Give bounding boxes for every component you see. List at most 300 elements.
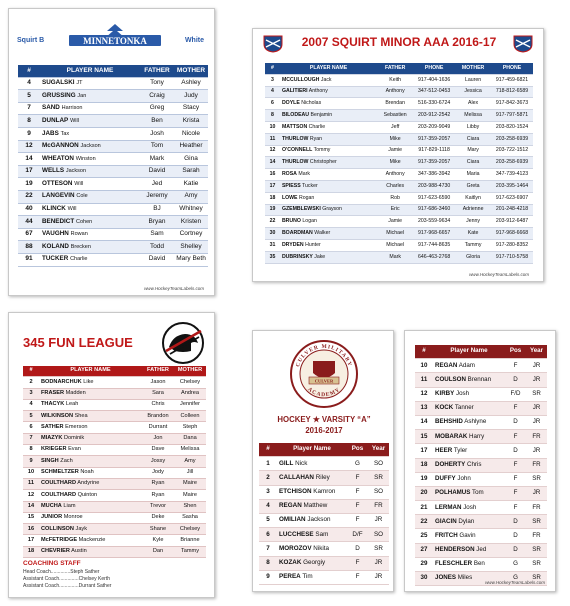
- father-name: David: [140, 253, 174, 266]
- player-name-cell: [40, 253, 140, 266]
- player-name-cell: [280, 180, 377, 192]
- player-last-name: COLLINSON: [41, 525, 74, 532]
- father-name: Rob: [377, 192, 413, 204]
- player-first-name: Tom: [472, 489, 484, 497]
- player-first-name: Brennan: [467, 375, 492, 383]
- player-last-name: BEHSHID: [435, 418, 463, 426]
- mother-phone: 917-842-3673: [491, 98, 533, 110]
- mother-name: Judy: [174, 90, 208, 103]
- father-name: Jason: [142, 377, 174, 388]
- player-year: SR: [368, 471, 389, 485]
- father-name: Chris: [142, 399, 174, 410]
- player-first-name: Sam: [315, 530, 329, 538]
- father-name: Josh: [140, 127, 174, 140]
- player-first-name: Josh: [456, 390, 470, 398]
- mother-name: Mary Beth: [174, 253, 208, 266]
- father-name: Bryan: [140, 216, 174, 229]
- player-name-cell: [277, 556, 347, 570]
- player-name-cell: [280, 216, 377, 228]
- table-row: [18, 77, 208, 90]
- player-last-name: CHEVRIER: [41, 548, 70, 555]
- player-last-name: JONES: [435, 574, 456, 582]
- mother-phone: 203-395-1464: [491, 180, 533, 192]
- jersey-number: 7: [18, 102, 40, 115]
- jersey-number: 5: [18, 90, 40, 103]
- player-name-cell: [280, 251, 377, 263]
- player-first-name: Emerson: [65, 423, 88, 430]
- mother-name: Ciara: [455, 157, 491, 169]
- father-phone: 646-463-2768: [413, 251, 455, 263]
- culver-academy-seal: [289, 339, 359, 409]
- player-first-name: Adam: [458, 361, 475, 369]
- player-first-name: Tanner: [454, 404, 474, 412]
- player-name-cell: [433, 472, 505, 486]
- player-first-name: Tim: [302, 573, 313, 581]
- mother-name: Shelley: [174, 241, 208, 254]
- father-name: Brendan: [377, 98, 413, 110]
- player-name-cell: [39, 445, 142, 456]
- player-first-name: Like: [83, 378, 94, 385]
- player-first-name: Jake: [314, 253, 326, 260]
- mother-name: Amy: [174, 456, 206, 467]
- jersey-number: 9: [18, 127, 40, 140]
- player-name-cell: [280, 192, 377, 204]
- player-year: SR: [526, 557, 547, 571]
- player-year: JR: [368, 556, 389, 570]
- player-name-cell: [433, 501, 505, 515]
- jersey-number: 11: [415, 373, 433, 387]
- player-year: JR: [526, 359, 547, 373]
- footer-url: www.HockeyTeamLabels.com: [485, 580, 545, 585]
- jersey-number: 12: [415, 387, 433, 401]
- player-name-cell: [433, 458, 505, 472]
- rangers-shield-icon: [513, 35, 533, 53]
- column-header: PLAYER NAME: [40, 65, 140, 77]
- mother-name: Melissa: [174, 445, 206, 456]
- table-row: [18, 203, 208, 216]
- table-row: [415, 415, 547, 429]
- player-first-name: Austin: [71, 548, 87, 555]
- player-first-name: John: [457, 475, 471, 483]
- table-header: [265, 63, 533, 74]
- player-name-cell: [40, 190, 140, 203]
- jersey-number: 22: [265, 216, 280, 228]
- table-row: [259, 570, 389, 584]
- jersey-number: 15: [23, 512, 39, 523]
- father-name: Kyle: [142, 535, 174, 546]
- mother-phone: 203-912-6487: [491, 216, 533, 228]
- father-name: Jody: [142, 467, 174, 478]
- jersey-number: 7: [259, 542, 277, 556]
- column-header: Year: [526, 345, 547, 359]
- player-first-name: Tyler: [453, 446, 468, 454]
- player-last-name: KOLAND: [42, 242, 69, 250]
- column-header: FATHER: [142, 366, 174, 377]
- player-first-name: Charlie: [70, 256, 88, 263]
- player-last-name: COULTHARD: [41, 480, 77, 487]
- player-position: F: [505, 486, 526, 500]
- coach-role: Assistant Coach: [23, 576, 60, 582]
- column-header: MOTHER: [455, 63, 491, 74]
- player-position: G: [505, 572, 526, 586]
- table-row: [265, 251, 533, 263]
- roster-card-culver-continued: [404, 330, 556, 592]
- player-first-name: Walker: [314, 229, 331, 236]
- player-last-name: GILL: [279, 459, 294, 467]
- player-year: JR: [526, 373, 547, 387]
- player-name-cell: [40, 140, 140, 153]
- mother-phone: 203-722-1512: [491, 145, 533, 157]
- player-last-name: MCCULLOUGH: [281, 76, 320, 83]
- player-last-name: OMILIAN: [279, 516, 306, 524]
- player-name-cell: [433, 444, 505, 458]
- table-row: [18, 153, 208, 166]
- table-row: [18, 115, 208, 128]
- father-name: Jed: [140, 178, 174, 191]
- player-year: JR: [526, 444, 547, 458]
- player-year: SO: [368, 528, 389, 542]
- column-header: PLAYER NAME: [280, 63, 377, 74]
- jersey-number: 8: [265, 110, 280, 122]
- jersey-number: 35: [265, 251, 280, 263]
- player-last-name: MOBARAK: [435, 432, 468, 440]
- mother-name: Melissa: [455, 110, 491, 122]
- player-last-name: THURLOW: [281, 159, 309, 166]
- jersey-number: 18: [415, 458, 433, 472]
- table-row: [18, 241, 208, 254]
- coaching-staff-title: COACHING STAFF: [23, 560, 81, 567]
- player-last-name: KOZAK: [279, 558, 302, 566]
- player-last-name: O'CONNELL: [281, 147, 313, 154]
- seal-banner: CULVER: [314, 378, 334, 384]
- player-year: JR: [526, 401, 547, 415]
- column-header: #: [23, 366, 39, 377]
- mother-name: Dana: [174, 433, 206, 444]
- father-phone: 203-988-4730: [413, 180, 455, 192]
- father-name: Sara: [142, 388, 174, 399]
- player-position: F: [347, 485, 368, 499]
- table-row: [23, 535, 206, 546]
- father-phone: 917-829-1118: [413, 145, 455, 157]
- player-last-name: KOCK: [435, 404, 454, 412]
- jersey-number: 8: [18, 115, 40, 128]
- player-first-name: Jackson: [65, 168, 87, 175]
- mother-name: Gina: [174, 153, 208, 166]
- jersey-number: 17: [415, 444, 433, 458]
- player-name-cell: [40, 216, 140, 229]
- father-phone: 516-330-6724: [413, 98, 455, 110]
- coach-name: Chelsey Kerth: [78, 576, 110, 582]
- player-last-name: McGANNON: [42, 142, 79, 150]
- mother-name: Libby: [455, 121, 491, 133]
- player-name-cell: [39, 512, 142, 523]
- jersey-number: 16: [265, 169, 280, 181]
- table-row: [259, 542, 389, 556]
- player-first-name: Josh: [463, 503, 477, 511]
- father-phone: 917-968-6657: [413, 228, 455, 240]
- father-name: Anthony: [377, 169, 413, 181]
- player-last-name: BILODEAU: [281, 111, 310, 118]
- mother-name: Krista: [174, 115, 208, 128]
- table-row: [415, 529, 547, 543]
- player-position: D: [505, 444, 526, 458]
- father-name: Brandon: [142, 411, 174, 422]
- player-first-name: Christopher: [309, 159, 337, 166]
- mother-phone: 917-280-8352: [491, 239, 533, 251]
- table-row: [18, 253, 208, 266]
- player-name-cell: [39, 467, 142, 478]
- jersey-number: 12: [23, 490, 39, 501]
- player-first-name: Ashlyne: [464, 418, 487, 426]
- player-last-name: GZEMBLEWSKI: [281, 206, 321, 213]
- player-position: F: [347, 570, 368, 584]
- player-first-name: Nick: [295, 459, 308, 467]
- seal-text-bottom: ACADEMY: [306, 386, 342, 399]
- player-last-name: FLESCHLER: [435, 560, 473, 568]
- player-name-cell: [433, 359, 505, 373]
- table-row: [259, 528, 389, 542]
- player-first-name: Logan: [302, 218, 317, 225]
- jersey-number: 16: [23, 524, 39, 535]
- mother-name: Maire: [174, 490, 206, 501]
- mother-name: Sarah: [174, 165, 208, 178]
- father-name: Craig: [140, 90, 174, 103]
- jersey-number: 19: [18, 178, 40, 191]
- player-first-name: Leah: [65, 401, 79, 408]
- player-last-name: JABS: [42, 129, 59, 137]
- column-header: MOTHER: [174, 65, 208, 77]
- player-name-cell: [277, 499, 347, 513]
- table-row: [415, 359, 547, 373]
- column-header: Player Name: [433, 345, 505, 359]
- player-last-name: BOARDMAN: [281, 229, 313, 236]
- player-first-name: Will: [74, 180, 84, 187]
- father-phone: 917-744-8635: [413, 239, 455, 251]
- mother-name: Nicole: [174, 127, 208, 140]
- player-name-cell: [40, 165, 140, 178]
- jersey-number: 9: [23, 456, 39, 467]
- table-row: [415, 543, 547, 557]
- player-year: JR: [526, 415, 547, 429]
- season-label: 2016-2017: [305, 426, 343, 435]
- player-last-name: SATHER: [41, 423, 64, 430]
- logo-text: MINNETONKA: [83, 36, 147, 46]
- mother-name: Whitney: [174, 203, 208, 216]
- jersey-number: 19: [265, 204, 280, 216]
- player-name-cell: [39, 422, 142, 433]
- player-name-cell: [433, 486, 505, 500]
- player-name-cell: [280, 121, 377, 133]
- jersey-number: 44: [18, 216, 40, 229]
- player-name-cell: [40, 127, 140, 140]
- father-name: Eric: [377, 204, 413, 216]
- player-position: F: [347, 499, 368, 513]
- player-last-name: KLINCK: [42, 205, 66, 213]
- father-name: Shane: [142, 524, 174, 535]
- player-first-name: Mackenzie: [78, 536, 106, 543]
- player-position: F: [347, 513, 368, 527]
- player-name-cell: [40, 228, 140, 241]
- father-name: Jamie: [377, 216, 413, 228]
- player-name-cell: [40, 90, 140, 103]
- player-position: F: [347, 471, 368, 485]
- table-row: [259, 513, 389, 527]
- father-phone: 203-209-9049: [413, 121, 455, 133]
- column-header: PHONE: [413, 63, 455, 74]
- player-name-cell: [433, 387, 505, 401]
- footer-url: www.HockeyTeamLabels.com: [469, 272, 529, 277]
- column-header: #: [415, 345, 433, 359]
- jersey-number: 7: [23, 433, 39, 444]
- leader-dots: ..............: [59, 576, 79, 582]
- player-last-name: SAND: [42, 104, 60, 112]
- table-row: [265, 74, 533, 86]
- player-last-name: SUGALSKI: [42, 79, 75, 87]
- father-phone: 203-559-9634: [413, 216, 455, 228]
- player-name-cell: [40, 115, 140, 128]
- father-name: Keith: [377, 74, 413, 86]
- mother-phone: 718-812-6589: [491, 86, 533, 98]
- jersey-number: 14: [18, 153, 40, 166]
- player-position: D: [505, 543, 526, 557]
- player-last-name: REGAN: [435, 361, 458, 369]
- player-first-name: Jayk: [75, 525, 88, 532]
- father-phone: 347-386-3942: [413, 169, 455, 181]
- table-row: [18, 127, 208, 140]
- player-name-cell: [277, 570, 347, 584]
- player-year: FR: [526, 529, 547, 543]
- player-name-cell: [280, 86, 377, 98]
- table-row: [415, 444, 547, 458]
- player-position: G: [505, 557, 526, 571]
- player-first-name: Anthony: [308, 88, 328, 95]
- father-name: Michael: [377, 228, 413, 240]
- player-name-cell: [433, 415, 505, 429]
- player-last-name: BENEDICT: [42, 217, 75, 225]
- player-last-name: LUCCHESE: [279, 530, 314, 538]
- player-first-name: Nicholas: [301, 100, 322, 107]
- father-name: Mike: [377, 133, 413, 145]
- father-phone: 917-359-2057: [413, 157, 455, 169]
- mother-name: Jenny: [455, 216, 491, 228]
- player-first-name: Ryan: [309, 135, 323, 142]
- table-row: [265, 86, 533, 98]
- table-row: [259, 471, 389, 485]
- mother-name: Maire: [174, 478, 206, 489]
- mother-name: Shen: [174, 501, 206, 512]
- table-row: [23, 377, 206, 388]
- coach-entry: [23, 569, 111, 576]
- father-name: Mark: [377, 251, 413, 263]
- player-name-cell: [39, 377, 142, 388]
- player-last-name: MIAZYK: [41, 435, 63, 442]
- jersey-number: 10: [23, 467, 39, 478]
- player-last-name: DOYLE: [281, 100, 300, 107]
- jersey-number: 6: [259, 528, 277, 542]
- jersey-number: 11: [23, 478, 39, 489]
- table-row: [265, 110, 533, 122]
- player-first-name: Grayson: [322, 206, 342, 213]
- father-name: BJ: [140, 203, 174, 216]
- player-name-cell: [277, 513, 347, 527]
- coaching-staff-list: [23, 569, 111, 590]
- father-phone: 203-912-2542: [413, 110, 455, 122]
- player-name-cell: [280, 239, 377, 251]
- player-last-name: WHEATON: [42, 154, 74, 162]
- table-row: [259, 457, 389, 471]
- father-name: Trevor: [142, 501, 174, 512]
- mother-name: Kate: [455, 228, 491, 240]
- jersey-number: 21: [415, 501, 433, 515]
- jersey-number: 2: [23, 377, 39, 388]
- mother-phone: 917-797-5871: [491, 110, 533, 122]
- mother-name: Jennifer: [174, 399, 206, 410]
- player-first-name: Dominik: [64, 435, 85, 442]
- jersey-number: 17: [265, 180, 280, 192]
- player-year: SR: [526, 472, 547, 486]
- father-name: Jeff: [377, 121, 413, 133]
- player-year: SO: [368, 457, 389, 471]
- player-name-cell: [280, 133, 377, 145]
- player-last-name: GRUSSING: [42, 91, 76, 99]
- coach-role: Head Coach: [23, 569, 51, 575]
- player-name-cell: [280, 98, 377, 110]
- father-name: Durrant: [142, 422, 174, 433]
- player-last-name: HEER: [435, 446, 453, 454]
- player-last-name: TUCKER: [42, 255, 69, 263]
- mother-name: Adrienne: [455, 204, 491, 216]
- jersey-number: 13: [415, 401, 433, 415]
- player-name-cell: [39, 490, 142, 501]
- jersey-number: 3: [23, 388, 39, 399]
- jersey-number: 20: [415, 486, 433, 500]
- player-first-name: Georgiy: [303, 558, 326, 566]
- player-last-name: DUNLAP: [42, 116, 69, 124]
- player-name-cell: [39, 524, 142, 535]
- player-first-name: Hunter: [305, 241, 321, 248]
- player-last-name: THURLOW: [281, 135, 309, 142]
- table-row: [23, 512, 206, 523]
- table-row: [265, 157, 533, 169]
- table-row: [265, 204, 533, 216]
- table-row: [415, 373, 547, 387]
- mother-name: Jill: [174, 467, 206, 478]
- player-last-name: REGAN: [279, 502, 302, 510]
- table-row: [265, 228, 533, 240]
- father-name: Jon: [142, 433, 174, 444]
- player-first-name: Quinton: [77, 491, 98, 498]
- player-name-cell: [277, 471, 347, 485]
- father-name: Michael: [377, 239, 413, 251]
- father-name: Mike: [377, 157, 413, 169]
- father-name: Tom: [140, 140, 174, 153]
- column-header: #: [265, 63, 280, 74]
- mother-name: Mary: [455, 145, 491, 157]
- player-last-name: FRITCH: [435, 531, 458, 539]
- father-name: Mark: [140, 153, 174, 166]
- jersey-number: 25: [415, 529, 433, 543]
- player-last-name: MOROZOV: [279, 544, 312, 552]
- column-header: MOTHER: [174, 366, 206, 377]
- player-name-cell: [433, 401, 505, 415]
- jersey-number: 14: [265, 157, 280, 169]
- player-last-name: THACYK: [41, 401, 65, 408]
- table-row: [23, 546, 206, 557]
- player-name-cell: [433, 557, 505, 571]
- table-row: [415, 401, 547, 415]
- mother-name: Heather: [174, 140, 208, 153]
- table-row: [23, 456, 206, 467]
